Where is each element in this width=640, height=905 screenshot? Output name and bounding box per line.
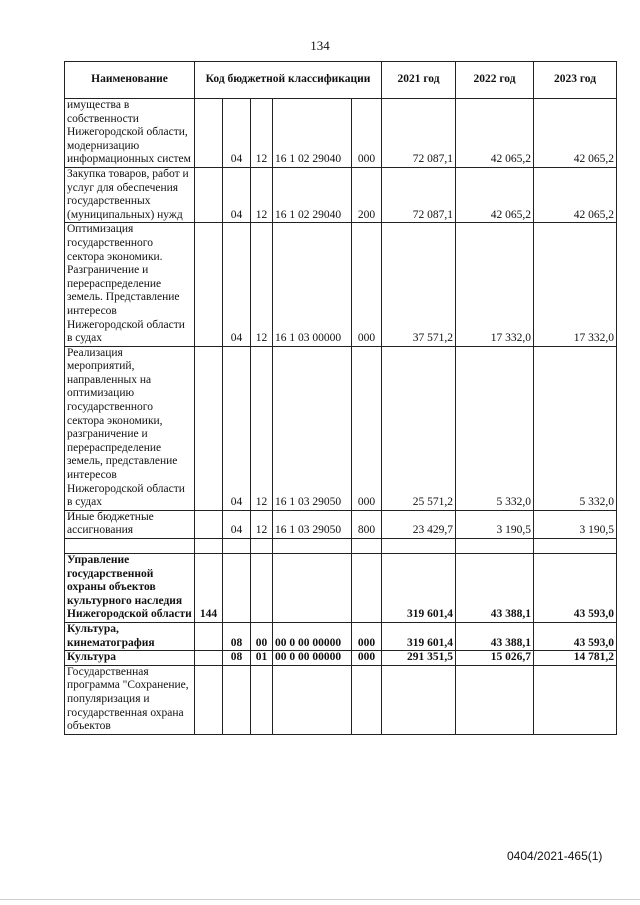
row-vr: 000: [352, 651, 382, 666]
row-vr: 200: [352, 167, 382, 222]
row-name: Оптимизация государственного сектора экономики. Разграничение и перераспределение земель. Представление интересов Нижегородской области в судах: [65, 223, 195, 346]
row-2023: 42 065,2: [534, 167, 617, 222]
budget-table: [64, 61, 617, 735]
page-number: 134: [310, 38, 330, 53]
row-pr: 12: [251, 167, 273, 222]
row-2022: 43 388,1: [456, 554, 534, 623]
row-pr: 01: [251, 651, 273, 666]
row-vr: 800: [352, 510, 382, 538]
row-2023: 42 065,2: [534, 99, 617, 168]
table-row: [65, 346, 617, 510]
row-rz: 08: [223, 651, 251, 666]
row-csr: 16 1 02 29040: [273, 167, 352, 222]
row-csr: 00 0 00 00000: [273, 651, 352, 666]
row-pr: 00: [251, 622, 273, 650]
page-edge-divider: [0, 899, 640, 900]
header-2023: 2023 год: [534, 62, 617, 99]
table-row: [65, 665, 617, 734]
row-2022: [456, 665, 534, 734]
row-ved: [195, 167, 223, 222]
row-rz: 04: [223, 223, 251, 346]
row-pr: 12: [251, 99, 273, 168]
row-2022: 5 332,0: [456, 346, 534, 510]
row-csr: 16 1 03 29050: [273, 346, 352, 510]
row-name: Реализация мероприятий, направленных на оптимизацию государственного сектора экономики, разграничение и перераспределение земель, представление интересов Нижегородской области в судах: [65, 346, 195, 510]
header-name: Наименование: [65, 62, 195, 99]
row-rz: 04: [223, 99, 251, 168]
row-vr: 000: [352, 346, 382, 510]
row-ved: [195, 651, 223, 666]
row-vr: [352, 554, 382, 623]
row-2021: 72 087,1: [382, 99, 456, 168]
row-ved: [195, 622, 223, 650]
row-2021: 319 601,4: [382, 622, 456, 650]
row-2022: 42 065,2: [456, 99, 534, 168]
row-vr: [352, 665, 382, 734]
row-2021: 319 601,4: [382, 554, 456, 623]
table-row-spacer: [65, 539, 617, 554]
row-name: имущества в собственности Нижегородской области, модернизацию информационных систем: [65, 99, 195, 168]
row-name: Культура: [65, 651, 195, 666]
row-rz: 04: [223, 346, 251, 510]
row-csr: 16 1 03 00000: [273, 223, 352, 346]
row-ved: [195, 99, 223, 168]
row-2021: 37 571,2: [382, 223, 456, 346]
row-2023: 5 332,0: [534, 346, 617, 510]
row-2021: 72 087,1: [382, 167, 456, 222]
row-pr: 12: [251, 346, 273, 510]
row-name: Закупка товаров, работ и услуг для обеспечения государственных (муниципальных) нужд: [65, 167, 195, 222]
row-name: Иные бюджетные ассигнования: [65, 510, 195, 538]
row-ved: [195, 223, 223, 346]
row-2021: 25 571,2: [382, 346, 456, 510]
row-2022: 17 332,0: [456, 223, 534, 346]
table-row: [65, 99, 617, 168]
row-2022: 15 026,7: [456, 651, 534, 666]
table-row: [65, 554, 617, 623]
row-ved: [195, 510, 223, 538]
row-name: Государственная программа "Сохранение, популяризация и государственная охрана объектов: [65, 665, 195, 734]
row-rz: 04: [223, 510, 251, 538]
row-2021: [382, 665, 456, 734]
row-name: Управление государственной охраны объектов культурного наследия Нижегородской области: [65, 554, 195, 623]
header-2021: 2021 год: [382, 62, 456, 99]
row-2022: 42 065,2: [456, 167, 534, 222]
row-rz: 08: [223, 622, 251, 650]
row-csr: 00 0 00 00000: [273, 622, 352, 650]
table-row: [65, 167, 617, 222]
row-2023: 17 332,0: [534, 223, 617, 346]
row-pr: 12: [251, 223, 273, 346]
row-rz: [223, 665, 251, 734]
row-2022: 3 190,5: [456, 510, 534, 538]
row-2023: [534, 665, 617, 734]
header-2022: 2022 год: [456, 62, 534, 99]
row-ved: 144: [195, 554, 223, 623]
row-vr: 000: [352, 622, 382, 650]
document-code: 0404/2021-465(1): [507, 849, 603, 863]
row-csr: [273, 665, 352, 734]
row-pr: 12: [251, 510, 273, 538]
row-pr: [251, 554, 273, 623]
table-row: [65, 651, 617, 666]
row-2021: 23 429,7: [382, 510, 456, 538]
row-2023: 14 781,2: [534, 651, 617, 666]
row-rz: 04: [223, 167, 251, 222]
row-2023: 43 593,0: [534, 622, 617, 650]
table-row: [65, 510, 617, 538]
table-header-row: [65, 62, 617, 99]
header-code: Код бюджетной классификации: [195, 62, 382, 99]
row-csr: 16 1 03 29050: [273, 510, 352, 538]
row-2023: 3 190,5: [534, 510, 617, 538]
row-name: Культура, кинематография: [65, 622, 195, 650]
row-csr: [273, 554, 352, 623]
row-2021: 291 351,5: [382, 651, 456, 666]
row-rz: [223, 554, 251, 623]
row-vr: 000: [352, 223, 382, 346]
row-2022: 43 388,1: [456, 622, 534, 650]
row-csr: 16 1 02 29040: [273, 99, 352, 168]
row-ved: [195, 346, 223, 510]
row-pr: [251, 665, 273, 734]
row-ved: [195, 665, 223, 734]
table-row: [65, 223, 617, 346]
row-2023: 43 593,0: [534, 554, 617, 623]
table-row: [65, 622, 617, 650]
row-vr: 000: [352, 99, 382, 168]
